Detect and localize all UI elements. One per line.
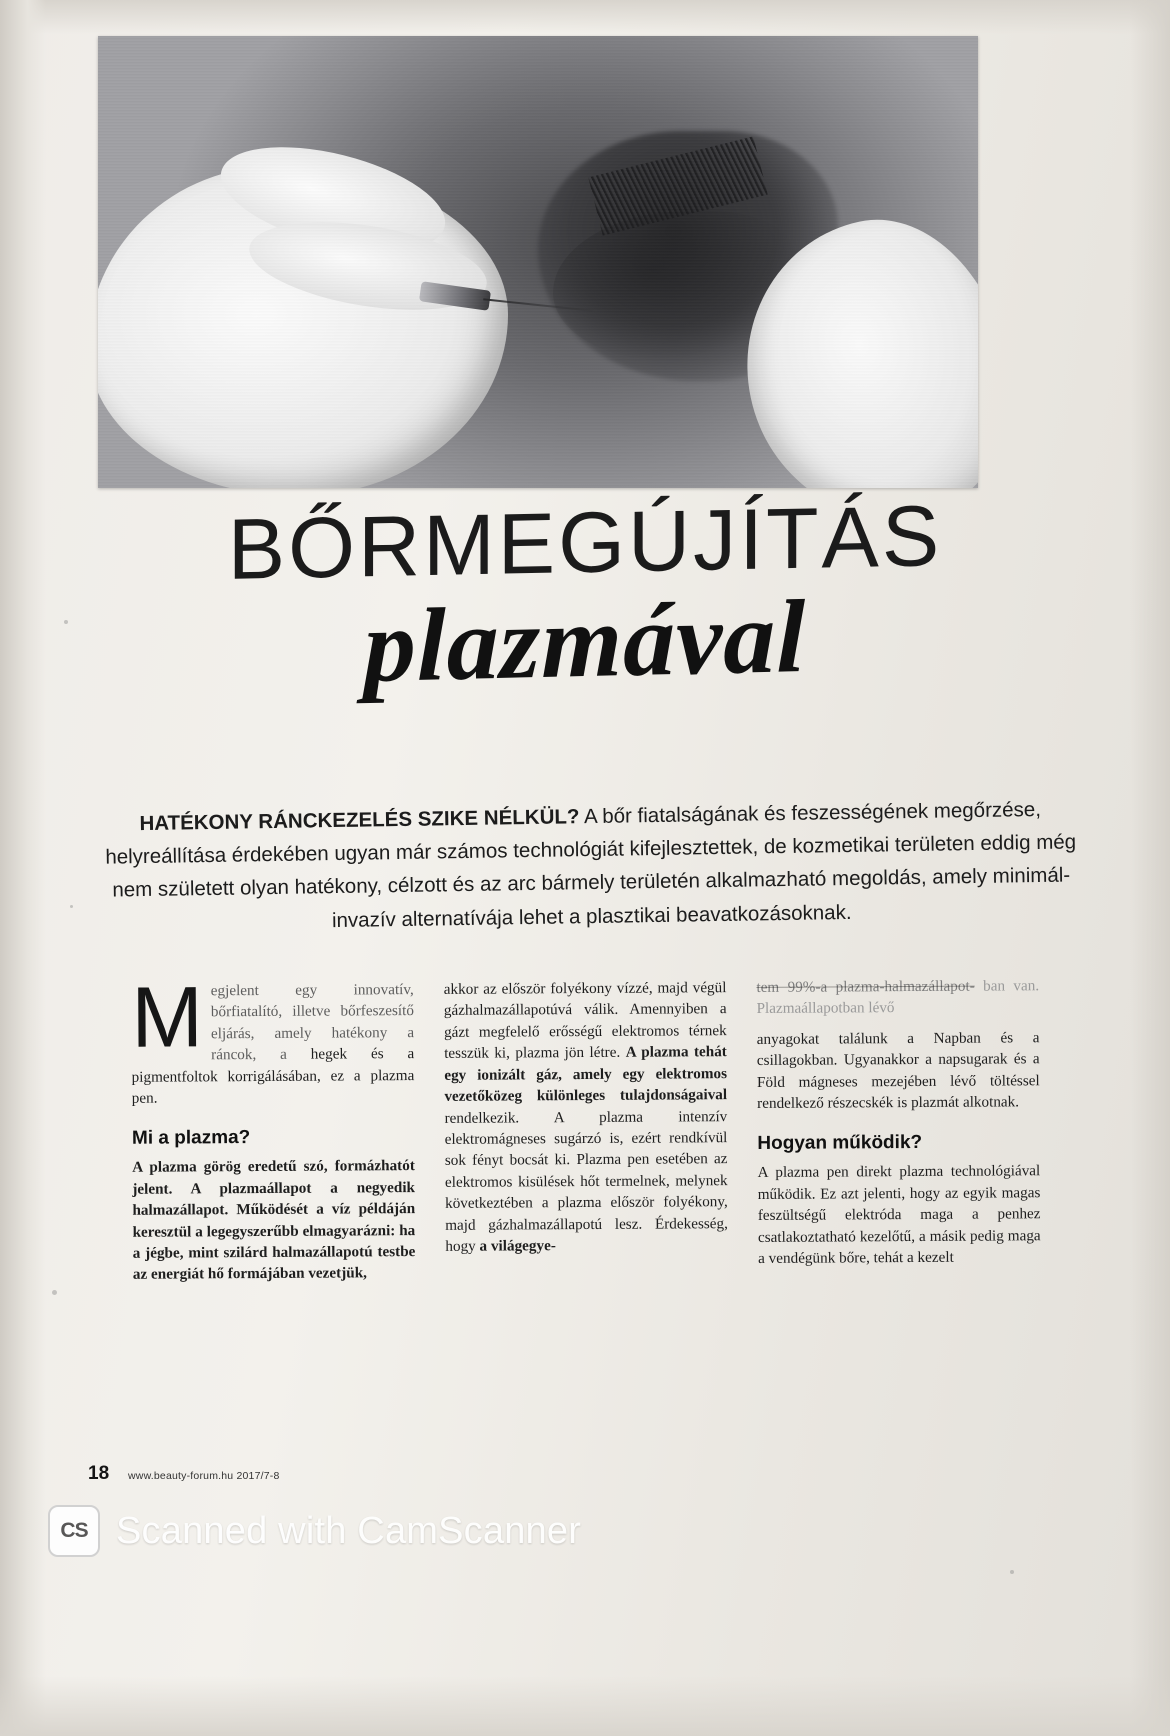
article-photo	[98, 36, 978, 488]
body-col3-paragraph-1: anyagokat találunk a Napban és a csillagokban. Ugyanakkor a napsugarak és a Föld mágneses mezejében lévő töltéssel rendelkező részecskék is plazmát alkotnak.	[756, 1029, 1040, 1113]
body-column-3	[756, 975, 1041, 1291]
camscanner-watermark-text: Scanned with CamScanner	[116, 1509, 582, 1552]
body-col2-paragraph-1	[444, 977, 728, 1257]
body-intro-faded: egjelent egy innovatív, bőrfiatalító, illetve bőrfeszesítő eljárás, amely hatékony a ráncok, a	[210, 981, 415, 1064]
body-col2-bold-b: a világegye-	[479, 1237, 556, 1255]
camscanner-logo-icon: CS	[48, 1505, 100, 1557]
body-col3-faded-lines	[756, 975, 1039, 1020]
scan-speck	[64, 620, 68, 624]
body-column-1	[130, 969, 416, 1295]
body-column-2	[444, 977, 729, 1293]
body-intro-rest: hegek és a pigmentfoltok korrigálásában, ez a plazma pen.	[131, 1045, 415, 1107]
page-number: 18	[88, 1463, 110, 1484]
article-title-block	[0, 488, 1170, 705]
scan-bottom-shadow	[0, 1676, 1170, 1736]
body-col2-text-a: akkor az először folyékony vízzé, majd végül gázhalmazállapotúvá válik. Amennyiben a gázt megfelelő erősségű elektromos térnek tesszük ki, plazma jön létre.	[443, 979, 727, 1063]
body-col3-ghost-line-1: tem 99%-a plazma-halmazállapot-	[756, 977, 975, 996]
article-title-script: plazmával	[363, 578, 807, 705]
lead-highlight: HATÉKONY RÁNCKEZELÉS SZIKE NÉLKÜL?	[139, 805, 580, 836]
subheading-what-is-plasma: Mi a plazma?	[131, 1126, 251, 1149]
body-col1-paragraph-1: A plazma görög eredetű szó, formázhatót jelent. A plazmaállapot a negyedik halmazállapot. Működését a víz példáján keresztül a legegyszerűbb elmagyarázni: ha a jégbe, mint szilárd halmazállapotú testbe az energiát hő formájában vezetjük,	[132, 1157, 416, 1284]
scan-speck	[1010, 1570, 1014, 1574]
body-col2-text-b: rendelkezik. A plazma intenzív elektromágneses sugárzó is, ezért rendkívül sok fényt bocsát ki. Plazma pen esetében az elektromos kisülések hőt termelnek, melynek következtében a plazma először folyékony, majd gázhalmazállapotú lesz. Érdekesség, hogy	[444, 1107, 728, 1255]
scan-speck	[70, 905, 73, 908]
drop-cap: M	[130, 969, 204, 1066]
page-footer-meta: www.beauty-forum.hu 2017/7-8	[128, 1470, 280, 1482]
photo-scan-grain	[98, 36, 978, 488]
article-lead-paragraph	[95, 792, 1087, 940]
body-col3-ghost-line-2: ban van. Plazmaállapotban lévő	[756, 977, 1040, 1018]
camscanner-watermark	[48, 1505, 581, 1557]
body-col2-bold-a: A plazma tehát egy ionizált gáz, amely egy elektromos vezetőközeg különleges tulajdonságaival	[444, 1043, 728, 1105]
scan-speck	[52, 1290, 57, 1295]
subheading-how-it-works: Hogyan működik?	[757, 1131, 923, 1154]
body-intro-paragraph	[130, 969, 415, 1109]
scan-right-shadow	[1130, 0, 1170, 1736]
article-title-main: BŐRMEGÚJÍTÁS	[227, 488, 943, 598]
body-col3-paragraph-2: A plazma pen direkt plazma technológiával működik. Ez azt jelenti, hogy az egyik magas feszültségű elektróda maga a penhez csatlakoztatható kezelőtű, a másik pedig maga a vendégünk bőre, tehát a kezelt	[757, 1162, 1041, 1267]
lead-body: A bőr fiatalságának és feszességének megőrzése, helyreállítása érdekében ugyan már számos technológiát kifejlesztettek, de kozmetikai területen eddig még nem született olyan hatékony, célzott és az arc bármely területén alkalmazható megoldás, amely minimál-invazív alternatívája lehet a plasztikai beavatkozásoknak.	[105, 797, 1077, 932]
article-body-columns	[130, 969, 1041, 1294]
scan-left-shadow	[0, 0, 46, 1736]
scan-top-shadow	[0, 0, 1170, 34]
